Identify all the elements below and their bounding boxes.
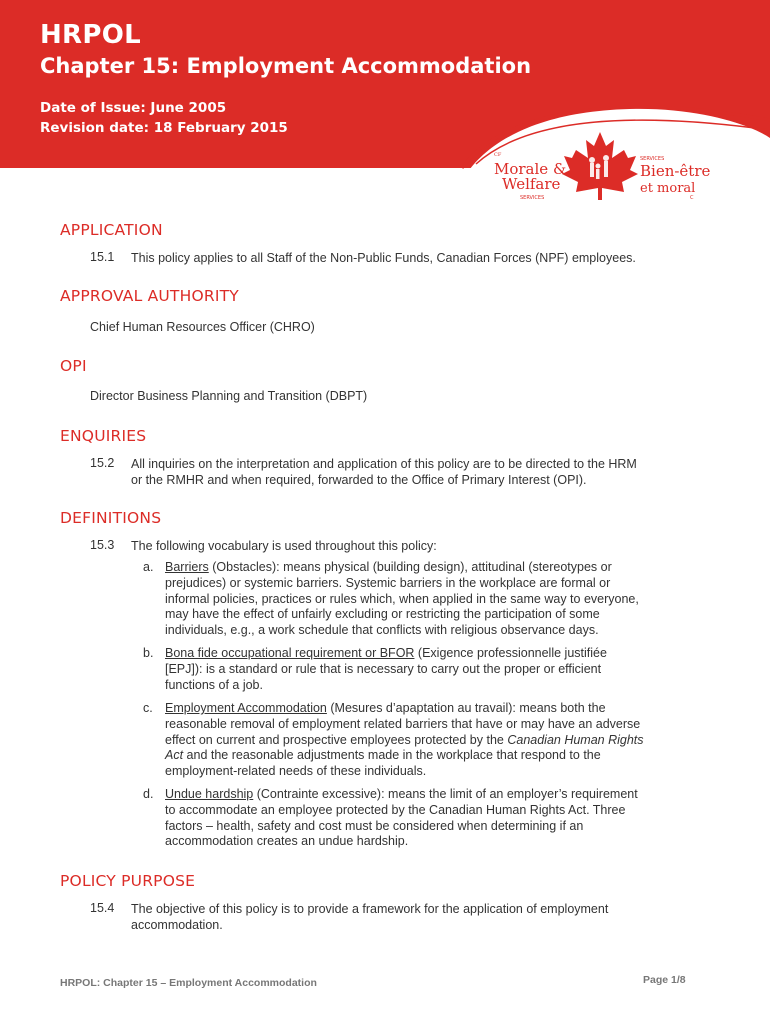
list-marker: c. bbox=[143, 701, 153, 715]
svg-text:SERVICES: SERVICES bbox=[640, 156, 665, 162]
section-heading-application: APPLICATION bbox=[60, 221, 163, 239]
cfmws-logo bbox=[440, 96, 770, 236]
definition-barriers: Barriers (Obstacles): means physical (building design), attitudinal (stereotypes or prejudices) or systemic barriers. Systemic barriers in the workplace are formal or informal policies, practices or rules which, when applied in the same way to everyone, may have the effect of unfairly excluding or restricting the participation of some individuals, e.g., a work schedule that conflicts with religious observance days. bbox=[165, 560, 639, 638]
approval-authority-text: Chief Human Resources Officer (CHRO) bbox=[90, 320, 315, 334]
section-heading-policy-purpose: POLICY PURPOSE bbox=[60, 872, 196, 890]
definitions-intro: The following vocabulary is used throughout this policy: bbox=[131, 539, 437, 553]
section-heading-opi: OPI bbox=[60, 357, 87, 375]
date-of-issue: Date of Issue: June 2005 bbox=[40, 100, 227, 116]
chapter-title: Chapter 15: Employment Accommodation bbox=[40, 54, 532, 78]
opi-text: Director Business Planning and Transition (DBPT) bbox=[90, 389, 368, 403]
clause-text: All inquiries on the interpretation and application of this policy are to be directed to the HRM or the RMHR and when required, forwarded to the Office of Primary Interest (OPI). bbox=[131, 457, 637, 487]
section-heading-definitions: DEFINITIONS bbox=[60, 509, 162, 527]
clause-number: 15.1 bbox=[90, 250, 115, 264]
document-title: HRPOL bbox=[40, 20, 142, 50]
svg-text:CF: CF bbox=[494, 152, 502, 158]
list-marker: a. bbox=[143, 560, 154, 574]
svg-text:SERVICES: SERVICES bbox=[520, 195, 545, 201]
clause-number: 15.4 bbox=[90, 901, 115, 915]
definition-employment-accommodation: Employment Accommodation (Mesures d’apaptation au travail): means both the reasonable removal of employment related barriers that have or may have an adverse effect on current and prospective employees protected by the Canadian Human Rights Act and the reasonable adjustments made in the workplace that respond to the employment-related needs of these individuals. bbox=[165, 701, 644, 779]
definition-undue-hardship: Undue hardship (Contrainte excessive): means the limit of an employer’s requirement to accommodate an employee protected by the Canadian Human Rights Act. Three factors – health, safety and cost must be considered when determining if an accommodation creates an undue hardship. bbox=[165, 787, 638, 849]
svg-text:Morale &: Morale & bbox=[494, 160, 567, 178]
clause-text: The objective of this policy is to provide a framework for the application of employment accommodation. bbox=[131, 902, 609, 932]
clause-number: 15.3 bbox=[90, 538, 115, 552]
clause-text: This policy applies to all Staff of the Non-Public Funds, Canadian Forces (NPF) employees. bbox=[131, 251, 636, 265]
section-heading-approval-authority: APPROVAL AUTHORITY bbox=[60, 287, 239, 305]
definition-bfor: Bona fide occupational requirement or BFOR (Exigence professionnelle justifiée [EPJ]): is a standard or rule that is necessary to carry out the proper or efficient functions of a job. bbox=[165, 646, 607, 692]
svg-text:et moral: et moral bbox=[640, 181, 696, 196]
svg-text:Welfare: Welfare bbox=[502, 175, 561, 193]
list-marker: b. bbox=[143, 646, 154, 660]
clause-number: 15.2 bbox=[90, 456, 115, 470]
svg-text:Bien-être: Bien-être bbox=[640, 162, 711, 180]
svg-text:C: C bbox=[690, 195, 694, 201]
page-number: Page 1/8 bbox=[643, 974, 686, 986]
section-heading-enquiries: ENQUIRIES bbox=[60, 427, 147, 445]
revision-date: Revision date: 18 February 2015 bbox=[40, 120, 288, 136]
list-marker: d. bbox=[143, 787, 154, 801]
footer-document-name: HRPOL: Chapter 15 – Employment Accommodation bbox=[60, 977, 317, 989]
